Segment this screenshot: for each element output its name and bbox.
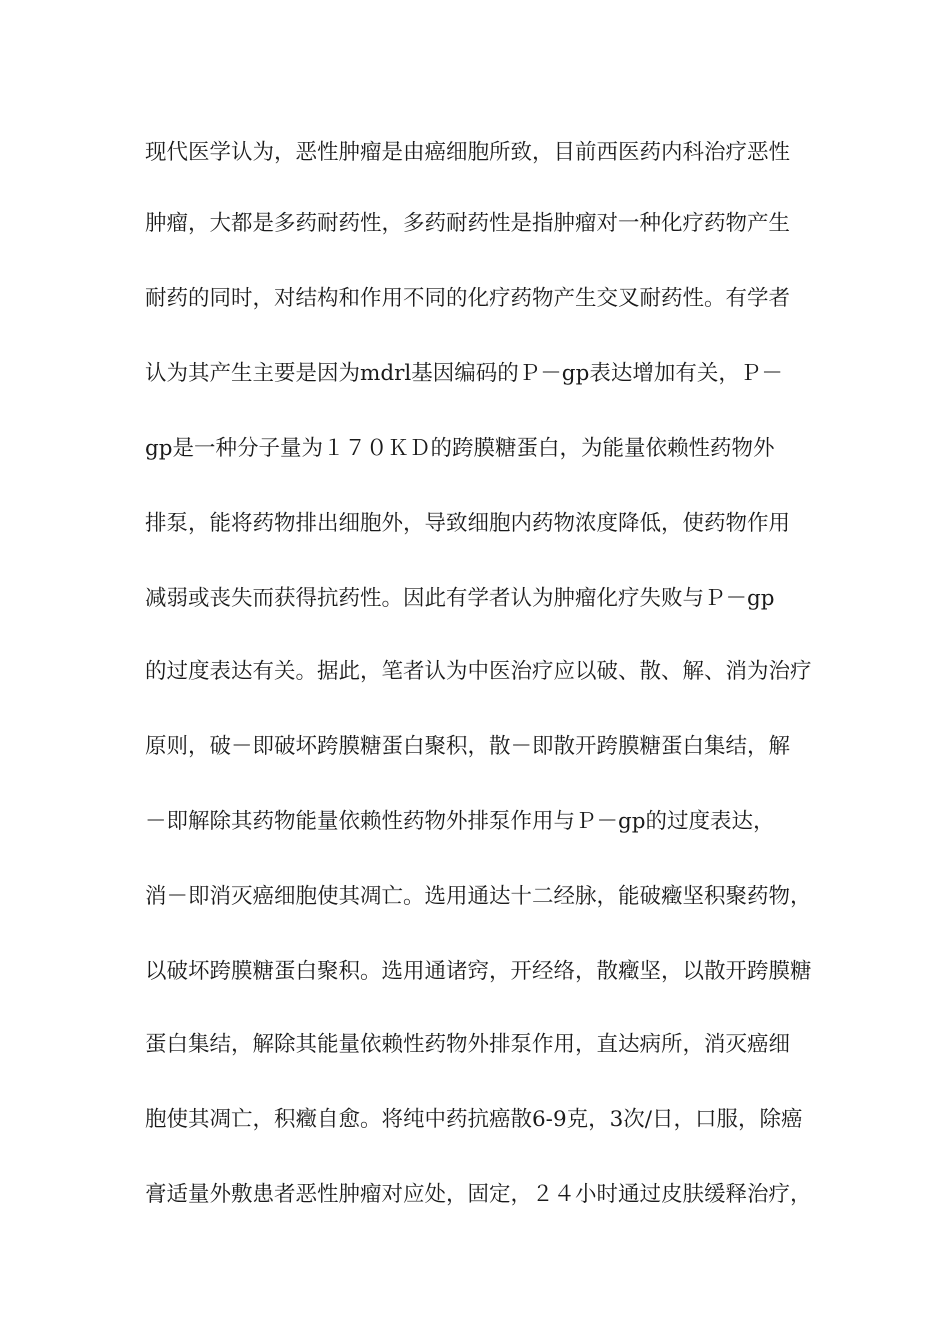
- paragraph-line: gp是一种分子量为１７０ＫＤ的跨膜糖蛋白，为能量依赖性药物外: [145, 436, 775, 461]
- paragraph-line: 消－即消灭癌细胞使其凋亡。选用通达十二经脉，能破癥坚积聚药物，: [145, 884, 812, 909]
- paragraph-line: 耐药的同时，对结构和作用不同的化疗药物产生交叉耐药性。有学者: [145, 286, 791, 311]
- paragraph-line: 原则，破－即破坏跨膜糖蛋白聚积，散－即散开跨膜糖蛋白集结，解: [145, 734, 791, 759]
- paragraph-line: 以破坏跨膜糖蛋白聚积。选用通诸窍，开经络，散癥坚，以散开跨膜糖: [145, 959, 812, 984]
- paragraph-line: 认为其产生主要是因为mdrl基因编码的Ｐ－gp表达增加有关，Ｐ－: [145, 361, 783, 386]
- paragraph-line: 胞使其凋亡，积癥自愈。将纯中药抗癌散6-9克，3次/日，口服，除癌: [145, 1107, 803, 1132]
- paragraph-line: 现代医学认为，恶性肿瘤是由癌细胞所致，目前西医药内科治疗恶性: [145, 140, 791, 165]
- paragraph-line: 的过度表达有关。据此，笔者认为中医治疗应以破、散、解、消为治疗: [145, 659, 812, 684]
- paragraph-line: 蛋白集结，解除其能量依赖性药物外排泵作用，直达病所，消灭癌细: [145, 1032, 791, 1057]
- paragraph-line: 肿瘤，大都是多药耐药性，多药耐药性是指肿瘤对一种化疗药物产生: [145, 211, 791, 236]
- paragraph-line: 减弱或丧失而获得抗药性。因此有学者认为肿瘤化疗失败与Ｐ－gp: [145, 586, 775, 611]
- paragraph-line: 排泵，能将药物排出细胞外，导致细胞内药物浓度降低，使药物作用: [145, 511, 791, 536]
- paragraph-line: －即解除其药物能量依赖性药物外排泵作用与Ｐ－gp的过度表达，: [145, 809, 775, 834]
- paragraph-line: 膏适量外敷患者恶性肿瘤对应处，固定，２４小时通过皮肤缓释治疗，: [145, 1182, 812, 1207]
